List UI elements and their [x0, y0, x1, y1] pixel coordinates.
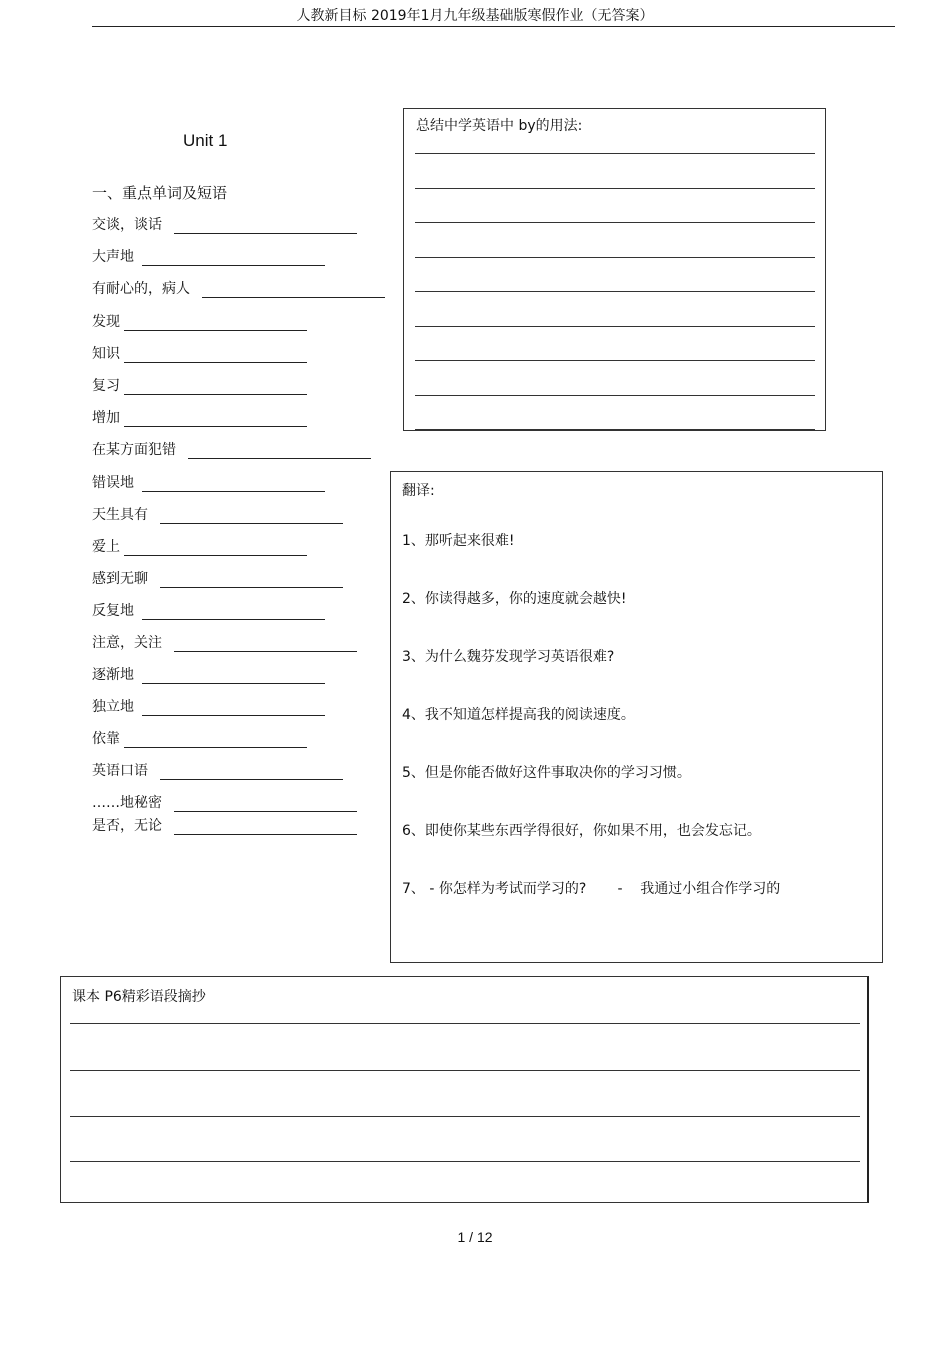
writing-line[interactable]	[415, 222, 815, 223]
writing-line[interactable]	[70, 1116, 860, 1117]
translation-item: 6、即使你某些东西学得很好，你如果不用，也会发忘记。	[402, 823, 761, 839]
writing-line[interactable]	[415, 153, 815, 154]
translation-title: 翻译:	[402, 483, 435, 499]
vocab-item: 大声地	[92, 246, 325, 266]
answer-blank[interactable]	[142, 251, 325, 266]
vocab-item: 交谈，谈话	[92, 214, 357, 234]
vocab-item: 独立地	[92, 696, 325, 716]
header-rule	[92, 26, 895, 27]
answer-blank[interactable]	[174, 637, 357, 652]
excerpt-box	[60, 976, 869, 1203]
page-header-title: 人教新目标 2019年1月九年级基础版寒假作业（无答案）	[296, 8, 654, 24]
writing-line[interactable]	[70, 1161, 860, 1162]
answer-blank[interactable]	[124, 541, 307, 556]
writing-line[interactable]	[70, 1070, 860, 1071]
vocab-item: 反复地	[92, 600, 325, 620]
answer-blank[interactable]	[202, 283, 385, 298]
answer-blank[interactable]	[174, 797, 357, 812]
vocab-item: 是否，无论	[92, 815, 357, 835]
vocab-item: 依靠	[92, 728, 307, 748]
page-number: 1 / 12	[457, 1229, 493, 1245]
vocab-item: 有耐心的，病人	[92, 278, 385, 298]
vocab-item: 爱上	[92, 536, 307, 556]
writing-line[interactable]	[415, 257, 815, 258]
writing-line[interactable]	[415, 360, 815, 361]
answer-blank[interactable]	[174, 820, 357, 835]
vocab-item: 发现	[92, 311, 307, 331]
answer-blank[interactable]	[188, 444, 371, 459]
vocab-item: 增加	[92, 407, 307, 427]
writing-line[interactable]	[415, 188, 815, 189]
answer-blank[interactable]	[142, 701, 325, 716]
translation-item: 4、我不知道怎样提高我的阅读速度。	[402, 707, 635, 723]
vocab-item: 复习	[92, 375, 307, 395]
translation-item: 2、你读得越多，你的速度就会越快!	[402, 591, 627, 607]
answer-blank[interactable]	[124, 316, 307, 331]
answer-blank[interactable]	[174, 219, 357, 234]
translation-item: 5、但是你能否做好这件事取决你的学习习惯。	[402, 765, 691, 781]
translation-item: 7、 - 你怎样为考试而学习的? - 我通过小组合作学习的	[402, 881, 781, 897]
answer-blank[interactable]	[142, 669, 325, 684]
vocab-item: 注意，关注	[92, 632, 357, 652]
writing-line[interactable]	[415, 291, 815, 292]
answer-blank[interactable]	[124, 380, 307, 395]
answer-blank[interactable]	[124, 348, 307, 363]
excerpt-title: 课本 P6精彩语段摘抄	[72, 989, 206, 1005]
writing-line[interactable]	[415, 429, 815, 430]
vocab-item: 感到无聊	[92, 568, 343, 588]
writing-line[interactable]	[70, 1023, 860, 1024]
writing-line[interactable]	[415, 326, 815, 327]
vocab-item: 知识	[92, 343, 307, 363]
translation-item: 1、那听起来很难!	[402, 533, 515, 549]
answer-blank[interactable]	[142, 605, 325, 620]
vocab-item: ……地秘密	[92, 792, 357, 812]
vocab-item: 逐渐地	[92, 664, 325, 684]
answer-blank[interactable]	[160, 573, 343, 588]
answer-blank[interactable]	[142, 477, 325, 492]
by-usage-box	[403, 108, 826, 431]
section-heading: 一、重点单词及短语	[92, 184, 228, 202]
translation-item: 3、为什么魏芬发现学习英语很难?	[402, 649, 615, 665]
answer-blank[interactable]	[124, 733, 307, 748]
answer-blank[interactable]	[124, 412, 307, 427]
writing-line[interactable]	[415, 395, 815, 396]
by-usage-title: 总结中学英语中 by的用法:	[416, 118, 583, 134]
vocab-item: 天生具有	[92, 504, 343, 524]
vocab-item: 错误地	[92, 472, 325, 492]
answer-blank[interactable]	[160, 765, 343, 780]
vocab-item: 英语口语	[92, 760, 343, 780]
vocab-item: 在某方面犯错	[92, 439, 371, 459]
unit-title: Unit 1	[183, 131, 228, 150]
answer-blank[interactable]	[160, 509, 343, 524]
